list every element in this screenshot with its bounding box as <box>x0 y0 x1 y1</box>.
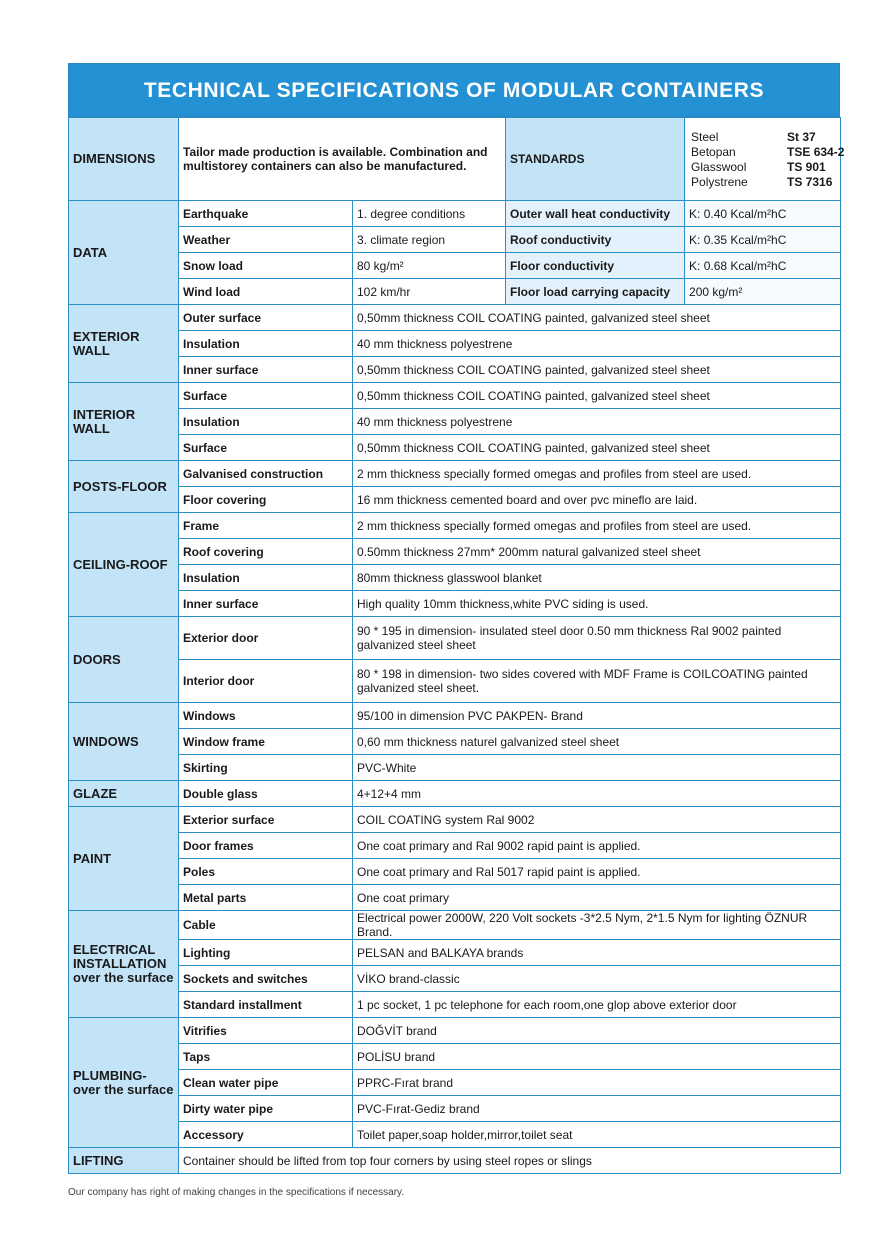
standard-name: Glasswool <box>691 159 747 174</box>
spec-value: K: 0.35 Kcal/m²hC <box>685 227 841 253</box>
spec-key: Earthquake <box>179 201 353 227</box>
standard-value: TS 7316 <box>787 174 833 189</box>
spec-row <box>69 305 841 331</box>
spec-value: 80mm thickness glasswool blanket <box>353 565 841 591</box>
spec-value: 0,60 mm thickness naturel galvanized steel sheet <box>353 729 841 755</box>
spec-row <box>69 461 841 487</box>
spec-key: Inner surface <box>179 357 353 383</box>
standard-name: Betopan <box>691 144 736 159</box>
spec-value: POLİSU brand <box>353 1044 841 1070</box>
spec-value: 0.50mm thickness 27mm* 200mm natural galvanized steel sheet <box>353 539 841 565</box>
spec-table <box>68 117 845 1174</box>
spec-value: 0,50mm thickness COIL COATING painted, galvanized steel sheet <box>353 305 841 331</box>
spec-value: Electrical power 2000W, 220 Volt sockets -3*2.5 Nym, 2*1.5 Nym for lighting ÖZNUR Brand. <box>353 911 841 940</box>
spec-value: 1 pc socket, 1 pc telephone for each room,one glop above exterior door <box>353 992 841 1018</box>
spec-key: Outer wall heat conductivity <box>506 201 685 227</box>
spec-key: Interior door <box>179 660 353 703</box>
lifting-row <box>69 1148 841 1174</box>
spec-row <box>69 885 841 911</box>
spec-value: 1. degree conditions <box>353 201 506 227</box>
spec-key: Windows <box>179 703 353 729</box>
spec-value: High quality 10mm thickness,white PVC siding is used. <box>353 591 841 617</box>
section-label: DOORS <box>69 617 179 703</box>
section-label: GLAZE <box>69 781 179 807</box>
spec-key: Outer surface <box>179 305 353 331</box>
spec-row <box>69 357 841 383</box>
spec-key: Surface <box>179 435 353 461</box>
spec-key: Lighting <box>179 940 353 966</box>
section-label: DIMENSIONS <box>69 118 179 201</box>
section-label: LIFTING <box>69 1148 179 1174</box>
dimensions-row <box>69 118 841 201</box>
spec-row <box>69 992 841 1018</box>
spec-row <box>69 1122 841 1148</box>
spec-key: Inner surface <box>179 591 353 617</box>
standard-value: TSE 634-2 <box>787 144 845 159</box>
spec-row <box>69 591 841 617</box>
standards-label <box>506 118 685 201</box>
spec-key: Metal parts <box>179 885 353 911</box>
spec-row <box>69 513 841 539</box>
spec-value: 2 mm thickness specially formed omegas and profiles from steel are used. <box>353 461 841 487</box>
spec-key: Insulation <box>179 565 353 591</box>
spec-key: Door frames <box>179 833 353 859</box>
spec-key: Frame <box>179 513 353 539</box>
standards-label-text: STANDARDS <box>510 152 585 166</box>
spec-row <box>69 729 841 755</box>
spec-row <box>69 833 841 859</box>
spec-value: One coat primary <box>353 885 841 911</box>
spec-value: Toilet paper,soap holder,mirror,toilet seat <box>353 1122 841 1148</box>
spec-key: Galvanised construction <box>179 461 353 487</box>
spec-value: 4+12+4 mm <box>353 781 841 807</box>
spec-row <box>69 911 841 940</box>
standard-value: St 37 <box>787 129 816 144</box>
spec-key: Floor conductivity <box>506 253 685 279</box>
section-label: EXTERIOR WALL <box>69 305 179 383</box>
spec-key: Weather <box>179 227 353 253</box>
spec-row <box>69 1044 841 1070</box>
footnote: Our company has right of making changes in the specifications if necessary. <box>68 1187 405 1198</box>
spec-value: PELSAN and BALKAYA brands <box>353 940 841 966</box>
spec-key: Clean water pipe <box>179 1070 353 1096</box>
spec-row <box>69 755 841 781</box>
spec-key: Sockets and switches <box>179 966 353 992</box>
spec-row <box>69 435 841 461</box>
section-label: POSTS-FLOOR <box>69 461 179 513</box>
dimensions-text: Tailor made production is available. Combination and multistorey containers can also be manufactured. <box>179 118 506 201</box>
spec-row <box>69 703 841 729</box>
spec-sheet <box>68 63 845 1174</box>
spec-row <box>69 539 841 565</box>
spec-row <box>69 660 841 703</box>
spec-key: Double glass <box>179 781 353 807</box>
section-label: INTERIOR WALL <box>69 383 179 461</box>
spec-value: PVC-White <box>353 755 841 781</box>
spec-row <box>69 487 841 513</box>
spec-value: 2 mm thickness specially formed omegas and profiles from steel are used. <box>353 513 841 539</box>
data-row <box>69 201 841 227</box>
spec-key: Skirting <box>179 755 353 781</box>
spec-value: One coat primary and Ral 5017 rapid paint is applied. <box>353 859 841 885</box>
spec-key: Roof conductivity <box>506 227 685 253</box>
spec-row <box>69 617 841 660</box>
spec-value: K: 0.40 Kcal/m²hC <box>685 201 841 227</box>
spec-value: 95/100 in dimension PVC PAKPEN- Brand <box>353 703 841 729</box>
page-title: TECHNICAL SPECIFICATIONS OF MODULAR CONTAINERS <box>68 63 840 117</box>
section-label: DATA <box>69 201 179 305</box>
spec-key: Exterior surface <box>179 807 353 833</box>
section-label: WINDOWS <box>69 703 179 781</box>
standards-divider <box>684 118 685 200</box>
spec-value: 90 * 195 in dimension- insulated steel door 0.50 mm thickness Ral 9002 painted galvanized steel sheet <box>353 617 841 660</box>
spec-key: Taps <box>179 1044 353 1070</box>
spec-row <box>69 781 841 807</box>
spec-key: Insulation <box>179 409 353 435</box>
spec-key: Standard installment <box>179 992 353 1018</box>
spec-key: Insulation <box>179 331 353 357</box>
spec-value: 0,50mm thickness COIL COATING painted, galvanized steel sheet <box>353 435 841 461</box>
spec-key: Floor load carrying capacity <box>506 279 685 305</box>
data-row <box>69 279 841 305</box>
spec-key: Cable <box>179 911 353 940</box>
spec-value: 80 * 198 in dimension- two sides covered with MDF Frame is COILCOATING painted galvanized steel sheet. <box>353 660 841 703</box>
spec-row <box>69 383 841 409</box>
spec-value: PVC-Fırat-Gediz brand <box>353 1096 841 1122</box>
standard-value: TS 901 <box>787 159 826 174</box>
spec-row <box>69 409 841 435</box>
spec-value: 40 mm thickness polyestrene <box>353 331 841 357</box>
spec-value: 200 kg/m² <box>685 279 841 305</box>
spec-key: Vitrifies <box>179 1018 353 1044</box>
spec-value: PPRC-Fırat brand <box>353 1070 841 1096</box>
spec-key: Accessory <box>179 1122 353 1148</box>
section-label: PLUMBING- over the surface <box>69 1018 179 1148</box>
spec-row <box>69 966 841 992</box>
section-label: ELECTRICAL INSTALLATION over the surface <box>69 911 179 1018</box>
spec-row <box>69 1018 841 1044</box>
spec-value: 40 mm thickness polyestrene <box>353 409 841 435</box>
section-label: CEILING-ROOF <box>69 513 179 617</box>
spec-row <box>69 1070 841 1096</box>
standards-list <box>685 118 845 201</box>
spec-key: Roof covering <box>179 539 353 565</box>
spec-key: Poles <box>179 859 353 885</box>
spec-key: Snow load <box>179 253 353 279</box>
spec-row <box>69 565 841 591</box>
data-row <box>69 227 841 253</box>
data-row <box>69 253 841 279</box>
lifting-text: Container should be lifted from top four corners by using steel ropes or slings <box>179 1148 841 1174</box>
standard-name: Polystrene <box>691 174 748 189</box>
spec-value: DOĞVİT brand <box>353 1018 841 1044</box>
spec-value: One coat primary and Ral 9002 rapid paint is applied. <box>353 833 841 859</box>
spec-value: 0,50mm thickness COIL COATING painted, galvanized steel sheet <box>353 383 841 409</box>
spec-key: Floor covering <box>179 487 353 513</box>
spec-value: 0,50mm thickness COIL COATING painted, galvanized steel sheet <box>353 357 841 383</box>
spec-value: 102 km/hr <box>353 279 506 305</box>
spec-key: Dirty water pipe <box>179 1096 353 1122</box>
spec-key: Wind load <box>179 279 353 305</box>
standard-name: Steel <box>691 129 719 144</box>
section-label: PAINT <box>69 807 179 911</box>
spec-value: 3. climate region <box>353 227 506 253</box>
spec-value: 16 mm thickness cemented board and over pvc mineflo are laid. <box>353 487 841 513</box>
spec-row <box>69 1096 841 1122</box>
spec-value: 80 kg/m² <box>353 253 506 279</box>
spec-row <box>69 859 841 885</box>
spec-row <box>69 940 841 966</box>
spec-key: Exterior door <box>179 617 353 660</box>
spec-key: Surface <box>179 383 353 409</box>
spec-key: Window frame <box>179 729 353 755</box>
spec-value: COIL COATING system Ral 9002 <box>353 807 841 833</box>
spec-row <box>69 331 841 357</box>
spec-row <box>69 807 841 833</box>
standards-grid <box>689 128 845 191</box>
spec-value: K: 0.68 Kcal/m²hC <box>685 253 841 279</box>
spec-value: VİKO brand-classic <box>353 966 841 992</box>
